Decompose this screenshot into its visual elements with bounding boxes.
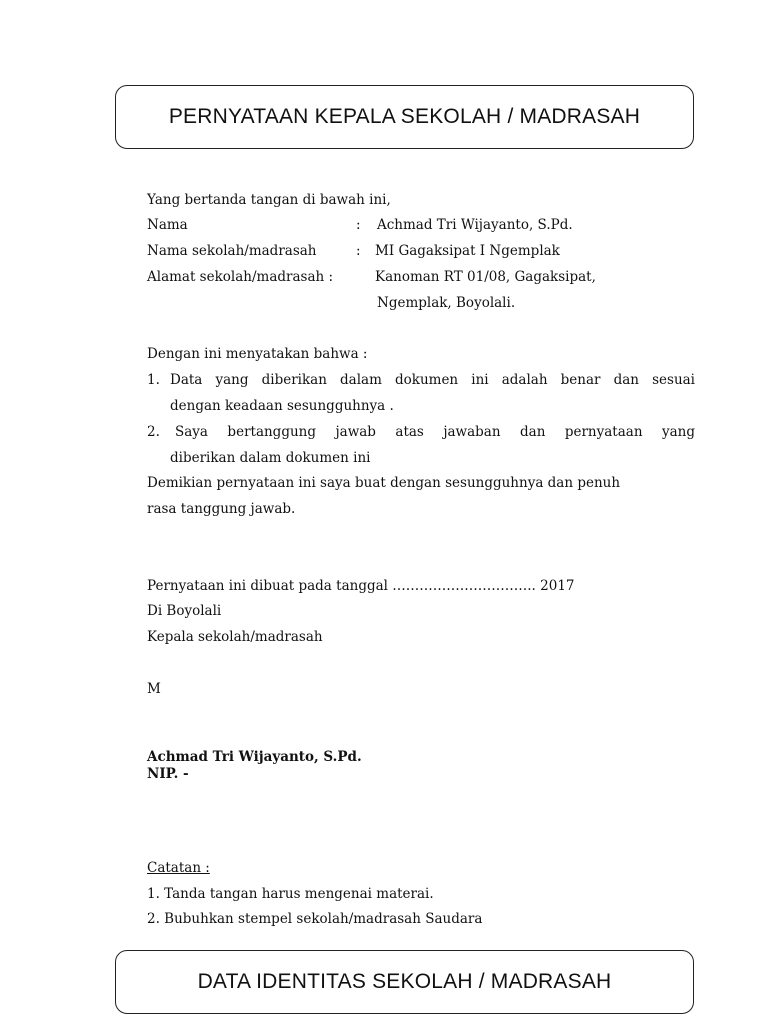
notes-title: Catatan : (147, 860, 210, 876)
field-label-nama: Nama (147, 217, 188, 233)
field-value-sekolah: MI Gagaksipat I Ngemplak (375, 243, 560, 259)
document-title-box (115, 85, 694, 149)
stamp-mark: M (147, 681, 161, 697)
statement-1-line2: dengan keadaan sesungguhnya . (170, 398, 394, 414)
statement-number-2: 2. (147, 424, 160, 440)
field-label-alamat: Alamat sekolah/madrasah : (147, 269, 334, 285)
signer-name: Achmad Tri Wijayanto, S.Pd. (147, 749, 362, 765)
closing-line1: Demikian pernyataan ini saya buat dengan sesungguhnya dan penuh (147, 475, 621, 491)
signer-nip: NIP. - (147, 766, 189, 782)
field-sep-nama: : (356, 217, 361, 233)
field-value-alamat-line2: Ngemplak, Boyolali. (377, 295, 516, 311)
date-line: Pernyataan ini dibuat pada tanggal ………………………….. 2017 (147, 578, 575, 594)
field-value-alamat: Kanoman RT 01/08, Gagaksipat, (375, 269, 596, 285)
document-title: PERNYATAAN KEPALA SEKOLAH / MADRASAH (168, 105, 641, 128)
note-item: 1. Tanda tangan harus mengenai materai. (147, 886, 434, 902)
intro-text: Yang bertanda tangan di bawah ini, (147, 192, 391, 208)
statement-intro: Dengan ini menyatakan bahwa : (147, 346, 368, 362)
statement-number-1: 1. (147, 372, 160, 388)
statement-2-line2: diberikan dalam dokumen ini (170, 450, 371, 466)
field-label-sekolah: Nama sekolah/madrasah (147, 243, 317, 259)
place-line: Di Boyolali (147, 603, 222, 619)
field-value-nama: Achmad Tri Wijayanto, S.Pd. (377, 217, 573, 233)
statement-2-line1: Saya bertanggung jawab atas jawaban dan pernyataan yang (175, 424, 695, 440)
statement-1-line1: Data yang diberikan dalam dokumen ini adalah benar dan sesuai (170, 372, 695, 388)
section-title: DATA IDENTITAS SEKOLAH / MADRASAH (197, 970, 612, 993)
closing-line2: rasa tanggung jawab. (147, 501, 296, 517)
field-sep-sekolah: : (356, 243, 361, 259)
section-title-box (115, 950, 694, 1014)
note-item: 2. Bubuhkan stempel sekolah/madrasah Saudara (147, 911, 483, 927)
role-line: Kepala sekolah/madrasah (147, 629, 323, 645)
